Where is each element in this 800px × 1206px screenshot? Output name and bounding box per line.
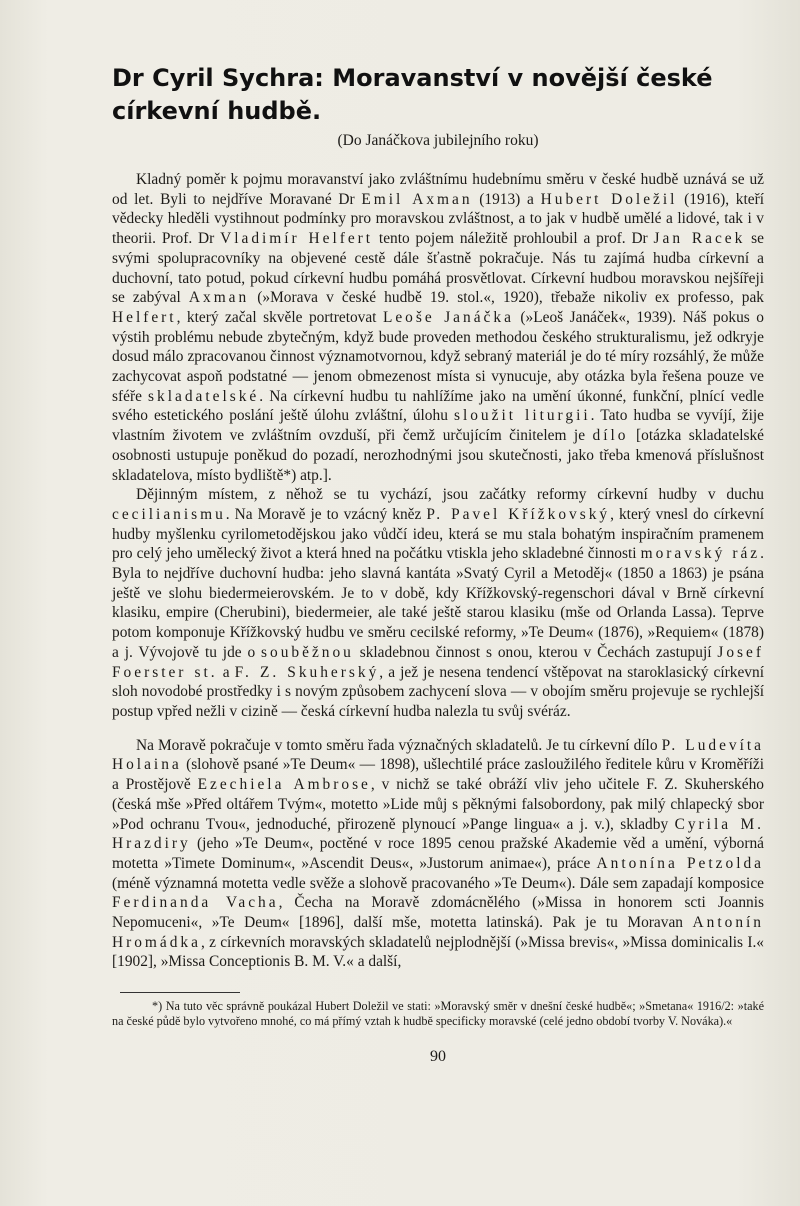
text-run: (1913) a	[472, 190, 541, 208]
spaced-text: Leoše Janáčka	[382, 308, 514, 326]
body-paragraph	[112, 485, 764, 721]
spaced-text: Hubert Doležil	[540, 190, 678, 208]
spaced-text: Vladimír Helfert	[220, 230, 374, 248]
text-run: a	[217, 663, 235, 681]
text-run: . Na církevní hudbu tu nahlížíme jako na umění úkonné, funkční, plnící vedle svého estetického poslání ještě úlohu zvláštní, úlohu	[112, 387, 764, 425]
text-run: (»Morava v české hudbě 19. stol.«, 1920), třebaže nikoliv ex professo, pak	[249, 289, 765, 307]
text-run: , který začal skvěle portretovat	[176, 308, 383, 326]
spaced-text: Axman	[188, 289, 250, 307]
page-number: 90	[430, 1047, 446, 1065]
spaced-text: Ezechiela Ambrose	[197, 776, 371, 794]
text-run: (slohově psané »Te Deum« — 1898), ušlechtilé práce zasloužilého ředitele kůru v Kroměříži a Prostějově	[112, 756, 764, 794]
article-subtitle: (Do Janáčkova jubilejního roku)	[337, 132, 539, 149]
footnote: *) Na tuto věc správně poukázal Hubert Doležil ve stati: »Moravský směr v dnešní české hudbě«; »Smetana« 1916/2: »také na české půdě bylo vytvořeno mnohé, co má přímý vztah k hudbě specificky moravské (celé jedno období tvorby V. Nováka).«	[112, 999, 764, 1029]
spaced-text: souběžnou	[261, 643, 354, 661]
spaced-text: Emil Axman	[361, 190, 473, 208]
spaced-text: sloužit liturgii	[453, 407, 591, 425]
text-run: , a jež je nesena tendencí vštěpovat na staroklasický církevní sloh novodobé prostředky i s novým způsobem zachycení slova — v obojím směru projevuje se rychlejší postup vpřed nežli v cizině — česká církevní hudba nalezla tu svůj svéráz.	[112, 663, 764, 720]
text-run: . Na Moravě je to vzácný kněz	[225, 505, 427, 523]
text-run: Dějinným místem, z něhož se tu vychází, jsou začátky reformy církevní hudby v duchu	[136, 486, 764, 504]
spaced-text: Helfert	[112, 308, 177, 326]
spaced-text: Antonín Hromádka	[112, 914, 764, 951]
text-run: , z církevních moravských skladatelů nejplodnější (»Missa brevis«, »Missa dominicalis I.« [1902], »Missa Conceptionis B. M. V.« a další,	[112, 933, 764, 971]
spaced-text: P. Pavel Křížkovský	[426, 505, 611, 523]
text-run: , v nichž se také obráží vliv jeho učitele F. Z. Skuherského (česká mše »Před oltářem Tvým«, motetto »Lide můj s pěknými falsobordony, pak milý chlapecký sbor »Pod ochranu Tvou«, jednoduché, přirozeně plynoucí »Pange lingua« a j. v.), skladby	[112, 776, 764, 833]
text-run: . Byla to nejdříve duchovní hudba: jeho slavná kantáta »Svatý Cyril a Metoděj« (1850 a 1863) je psána ještě ve slohu biedermeierovském. Je to v době, kdy Křížkovský-regenschori dával v Brně církevní klasiku, empire (Cherubini), biedermeier, ale také ještě starou klasiku (mše od Orlanda Lassa). Teprve potom komponuje Křížkovský hudbu ve směru cecilské reformy, »Te Deum« (1876), »Requiem« (1878) a j. Vývojově tu jde o	[112, 545, 764, 661]
footnote-divider	[120, 992, 240, 993]
text-run: , který vnesl do církevní hudby myšlenku cyrilometodějskou jako vůdčí ideu, která se mu stala bohatým inspiračním pramenem pro celý jeho umělecký život a která hned na počátku vtiskla jeho skladebné činnosti	[112, 505, 764, 563]
spaced-text: Jan Racek	[653, 230, 746, 248]
text-run: . Tato hudba se vyvíjí, žije vlastním životem ve zvláštním ovzduší, při čemž určujícím činitelem je	[112, 407, 764, 445]
text-run: , Čecha na Moravě zdomácnělého (»Missa in honorem scti Joannis Nepomuceni«, »Te Deum« [1896], další mše, motetta latinská). Pak je tu Moravan	[112, 894, 764, 932]
spaced-text: dílo	[592, 427, 629, 445]
spaced-text: P. Ludevíta Holaina	[112, 736, 765, 774]
text-run: (»Leoš Janáček«, 1939). Náš pokus o výstih problému nebude zbytečným, když bude proveden methodou českého strukturalismu, jež odkryje dosud málo zpracovanou činnost významotvornou, když sebraný materiál je do té míry rozsáhlý, že může zachycovat aspoň podstatné — jenom obmezenost místa si vynucuje, aby otázka byla řešena pouze ve sféře	[112, 308, 764, 405]
text-run: skladebnou činnost s onou, kterou v Čechách zastupují	[353, 643, 718, 661]
spaced-text: cecilianismu	[112, 505, 226, 523]
text-run: [otázka skladatelské osobnosti ustupuje poněkud do pozadí, nerozhodnými jsou skutečnosti, jako třeba kmenová příslušnost skladatelova, místo bydliště*) atp.].	[112, 427, 764, 484]
text-run: (1916), kteří vědecky hleděli vystihnout podmínky pro moravskou zvláštnost, a to jak v hudbě umělé a lidové, tak i v theorii. Prof. Dr	[112, 190, 765, 248]
text-run: Kladný poměr k pojmu moravanství jako zvláštnímu hudebnímu směru v české hudbě uznává se už od let. Byli to nejdříve Moravané Dr	[112, 171, 764, 208]
spaced-text: F. Z. Skuherský	[234, 663, 380, 681]
text-run: Na Moravě pokračuje v tomto směru řada význačných skladatelů. Je tu církevní dílo	[136, 736, 662, 754]
spaced-text: Cyrila M. Hrazdiry	[112, 815, 764, 853]
text-run: (méně významná motetta vedle svěže a slohově pracovaného »Te Deum«). Dále sem zapadají komposice	[112, 874, 764, 892]
text-run: (jeho »Te Deum«, poctěné v roce 1895 cenou pražské Akademie věd a umění, výborná motetta »Timete Dominum«, »Ascendit Deus«, »Justorum animae«), práce	[112, 835, 764, 872]
spaced-text: skladatelské	[148, 387, 260, 405]
article-title: Dr Cyril Sychra: Moravanství v novější české církevní hudbě.	[112, 64, 713, 125]
text-run: se svými spolupracovníky na objevené cestě dále šťastně pokračuje. Nás tu zajímá hudba církevní a duchovní, tato potud, pokud církevní hudbu pomáhá prosvětlovat. Církevní hudbou moravskou nejšířeji se zabýval	[112, 230, 764, 307]
text-run: tento pojem náležitě prohloubil a prof. Dr	[373, 230, 654, 248]
spaced-text: Josef Foerster st.	[112, 643, 764, 681]
body-paragraph	[112, 170, 764, 485]
spaced-text: Ferdinanda Vacha	[112, 894, 279, 912]
body-paragraph	[112, 736, 764, 972]
spaced-text: Antonína Petzolda	[596, 854, 764, 872]
spaced-text: moravský ráz	[640, 545, 761, 563]
article-body	[112, 170, 764, 972]
